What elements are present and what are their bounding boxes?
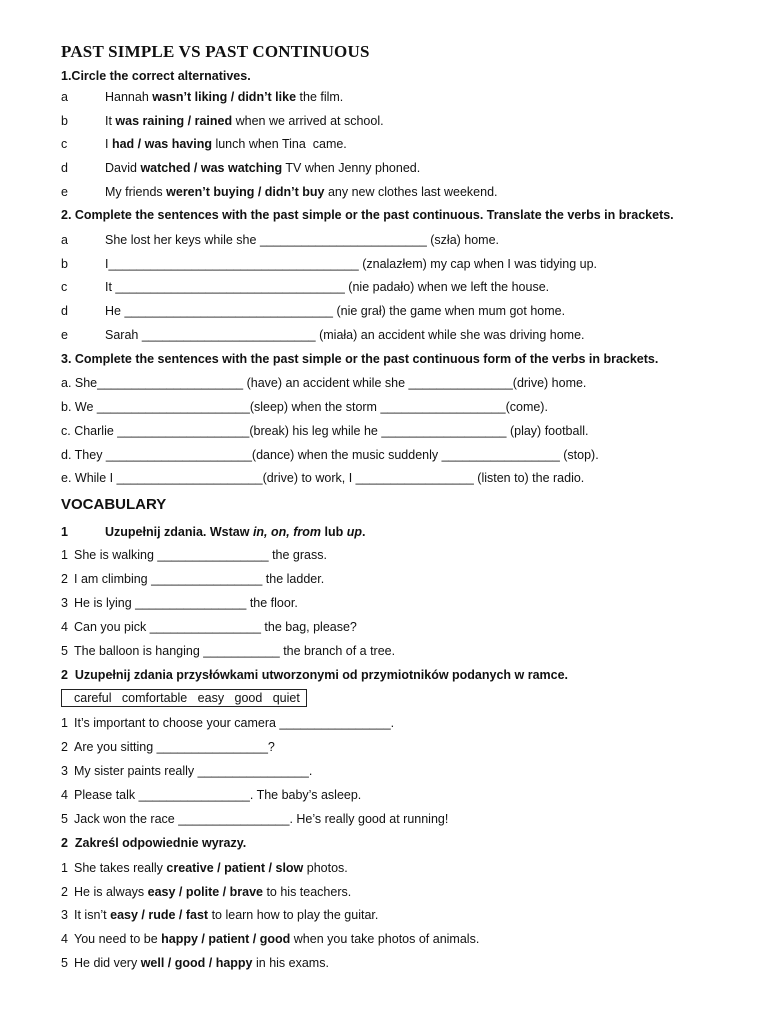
item-number: 1 — [61, 716, 68, 730]
fill-in-sentence[interactable]: She is walking ________________ the grass. — [74, 548, 327, 562]
item-text: It — [105, 114, 116, 128]
item-number: 3 — [61, 764, 68, 778]
fill-in-sentence[interactable]: d. They _____________________(dance) when the music suddenly _________________ (stop). — [61, 448, 599, 462]
fill-in-sentence[interactable]: It _________________________________ (nie padało) when we left the house. — [105, 280, 550, 294]
item-text: She takes really — [74, 861, 167, 875]
fill-in-sentence[interactable]: b. We ______________________(sleep) when the storm __________________(come). — [61, 400, 548, 414]
choice-options[interactable]: had / was having — [111, 137, 212, 151]
item-text: the film. — [296, 90, 344, 104]
fill-in-sentence[interactable]: Jack won the race ________________. He’s really good at running! — [74, 812, 449, 826]
item-text: when we arrived at school. — [232, 114, 384, 128]
exercise-number: 1 — [61, 525, 68, 539]
item-text: It isn’t — [74, 908, 111, 922]
item-text: TV when Jenny phoned. — [282, 161, 421, 175]
item-number: 5 — [61, 644, 68, 658]
fill-in-sentence[interactable]: She lost her keys while she ________________________ (szła) home. — [105, 233, 500, 247]
item-text: photos. — [303, 861, 348, 875]
item-text: any new clothes last weekend. — [324, 185, 498, 199]
item-text: My friends — [105, 185, 167, 199]
choice-options[interactable]: easy / polite / brave — [147, 885, 263, 899]
item-number: 5 — [61, 812, 68, 826]
item-number: 3 — [61, 596, 68, 610]
item-label: b — [61, 257, 68, 271]
section3-heading: 3. Complete the sentences with the past simple or the past continuous form of the verbs in brackets. — [61, 352, 659, 366]
choice-options[interactable]: weren’t buying / didn’t buy — [166, 185, 325, 199]
item-number: 1 — [61, 861, 68, 875]
item-label: b — [61, 114, 68, 128]
choice-options[interactable]: happy / patient / good — [161, 932, 291, 946]
fill-in-sentence[interactable]: My sister paints really ________________. — [74, 764, 313, 778]
fill-in-sentence[interactable]: The balloon is hanging ___________ the branch of a tree. — [74, 644, 396, 658]
item-label: d — [61, 304, 68, 318]
choice-options[interactable]: well / good / happy — [140, 956, 253, 970]
item-label: e — [61, 185, 68, 199]
item-text: lunch when Tina came. — [211, 137, 347, 151]
choice-options[interactable]: creative / patient / slow — [166, 861, 304, 875]
item-label: d — [61, 161, 68, 175]
item-text: in his exams. — [252, 956, 329, 970]
fill-in-sentence[interactable]: e. While I _____________________(drive) to work, I _________________ (listen to) the radio. — [61, 471, 585, 485]
fill-in-sentence[interactable]: Can you pick ________________ the bag, please? — [74, 620, 357, 634]
fill-in-sentence[interactable]: a. She_____________________ (have) an accident while she _______________(drive) home. — [61, 376, 587, 390]
item-label: a — [61, 90, 68, 104]
item-text: He is always — [74, 885, 148, 899]
item-text: to his teachers. — [262, 885, 352, 899]
section1-heading: 1.Circle the correct alternatives. — [61, 69, 251, 83]
fill-in-sentence[interactable]: He is lying ________________ the floor. — [74, 596, 298, 610]
vocabulary-heading: VOCABULARY — [61, 496, 167, 513]
fill-in-sentence[interactable]: c. Charlie ___________________(break) his leg while he __________________ (play) football. — [61, 424, 589, 438]
fill-in-sentence[interactable]: He ______________________________ (nie grał) the game when mum got home. — [105, 304, 566, 318]
item-text: I — [105, 137, 112, 151]
fill-in-sentence[interactable]: Please talk ________________. The baby’s asleep. — [74, 788, 362, 802]
item-text: He did very — [74, 956, 141, 970]
item-label: c — [61, 137, 68, 151]
fill-in-sentence[interactable]: Are you sitting ________________? — [74, 740, 275, 754]
fill-in-sentence[interactable]: Sarah _________________________ (miała) an accident while she was driving home. — [105, 328, 585, 342]
item-text: to learn how to play the guitar. — [208, 908, 379, 922]
item-label: c — [61, 280, 68, 294]
choice-options[interactable]: easy / rude / fast — [110, 908, 209, 922]
item-number: 4 — [61, 932, 68, 946]
choice-options[interactable]: was raining / rained — [115, 114, 233, 128]
item-text: when you take photos of animals. — [290, 932, 480, 946]
item-number: 2 — [61, 885, 68, 899]
item-text: Hannah — [105, 90, 153, 104]
item-number: 2 — [61, 740, 68, 754]
item-number: 4 — [61, 620, 68, 634]
worksheet-title: PAST SIMPLE VS PAST CONTINUOUS — [61, 42, 370, 61]
choice-options[interactable]: watched / was watching — [140, 161, 283, 175]
item-number: 2 — [61, 572, 68, 586]
item-number: 4 — [61, 788, 68, 802]
exercise3-instruction: 2 Zakreśl odpowiednie wyrazy. — [61, 836, 247, 850]
word-box: careful comfortable easy good quiet — [61, 689, 307, 707]
exercise-instruction: Uzupełnij zdania. Wstaw in, on, from lub up. — [105, 525, 366, 539]
choice-options[interactable]: wasn’t liking / didn’t like — [152, 90, 297, 104]
item-label: a — [61, 233, 68, 247]
fill-in-sentence[interactable]: I____________________________________ (znalazłem) my cap when I was tidying up. — [105, 257, 598, 271]
section2-heading: 2. Complete the sentences with the past simple or the past continuous. Translate the verbs in brackets. — [61, 208, 674, 222]
item-text: David — [105, 161, 141, 175]
item-number: 1 — [61, 548, 68, 562]
item-label: e — [61, 328, 68, 342]
exercise2-instruction: 2 Uzupełnij zdania przysłówkami utworzonymi od przymiotników podanych w ramce. — [61, 668, 569, 682]
item-text: You need to be — [74, 932, 162, 946]
item-number: 5 — [61, 956, 68, 970]
fill-in-sentence[interactable]: I am climbing ________________ the ladder. — [74, 572, 325, 586]
fill-in-sentence[interactable]: It’s important to choose your camera ________________. — [74, 716, 395, 730]
item-number: 3 — [61, 908, 68, 922]
